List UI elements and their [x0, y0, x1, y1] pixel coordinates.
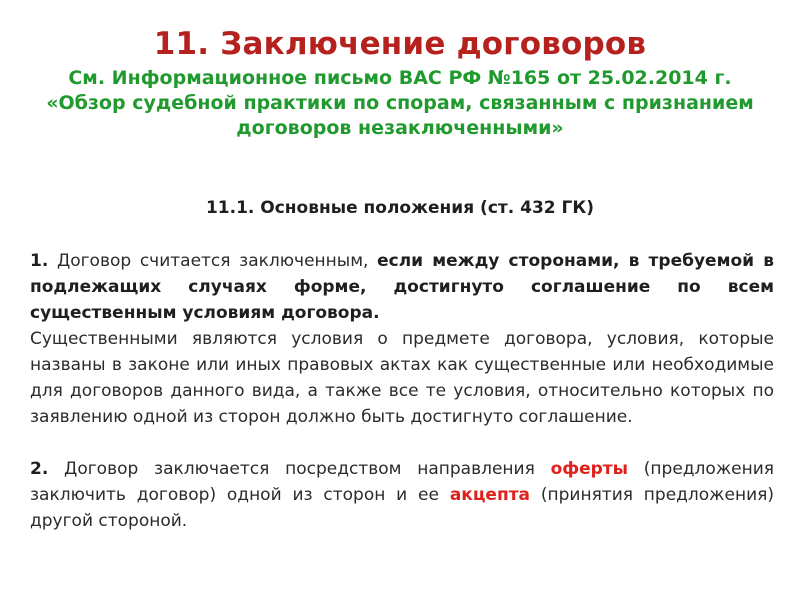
point-2-number: 2. [30, 459, 49, 479]
slide-title: 11. Заключение договоров [153, 26, 647, 62]
point-1-text: Договор считается заключенным, [48, 251, 378, 271]
point-1 [30, 248, 774, 326]
point-1-number: 1. [30, 251, 49, 271]
term-offer: оферты [550, 459, 629, 479]
point-2-text-b: (предложения заключить договор) одной из сторон и ее [30, 459, 774, 505]
slide-subtitle: См. Информационное письмо ВАС РФ №165 от 25.02.2014 г. «Обзор судебной практики по спорам, связанным с признанием договоров незаключенными» [46, 67, 754, 139]
point-2 [30, 456, 774, 534]
point-2-text-a: Договор заключается посредством направления [48, 459, 551, 479]
section-heading: 11.1. Основные положения (ст. 432 ГК) [205, 198, 595, 218]
paragraph-gap [30, 430, 774, 456]
slide-body [30, 248, 774, 534]
point-2-text-c: (принятия предложения) другой стороной. [30, 485, 774, 531]
term-acceptance: акцепта [449, 485, 531, 505]
essential-terms-paragraph: Существенными являются условия о предмете договора, условия, которые названы в законе или иных правовых актах как существенные или необходимые для договоров данного вида, а также все те условия, относительно которых по заявлению одной из сторон должно быть достигнуто соглашение. [30, 329, 774, 427]
point-1-bold-text: если между сторонами, в требуемой в подлежащих случаях форме, достигнуто соглашение по всем существенным условиям договора. [30, 251, 774, 323]
